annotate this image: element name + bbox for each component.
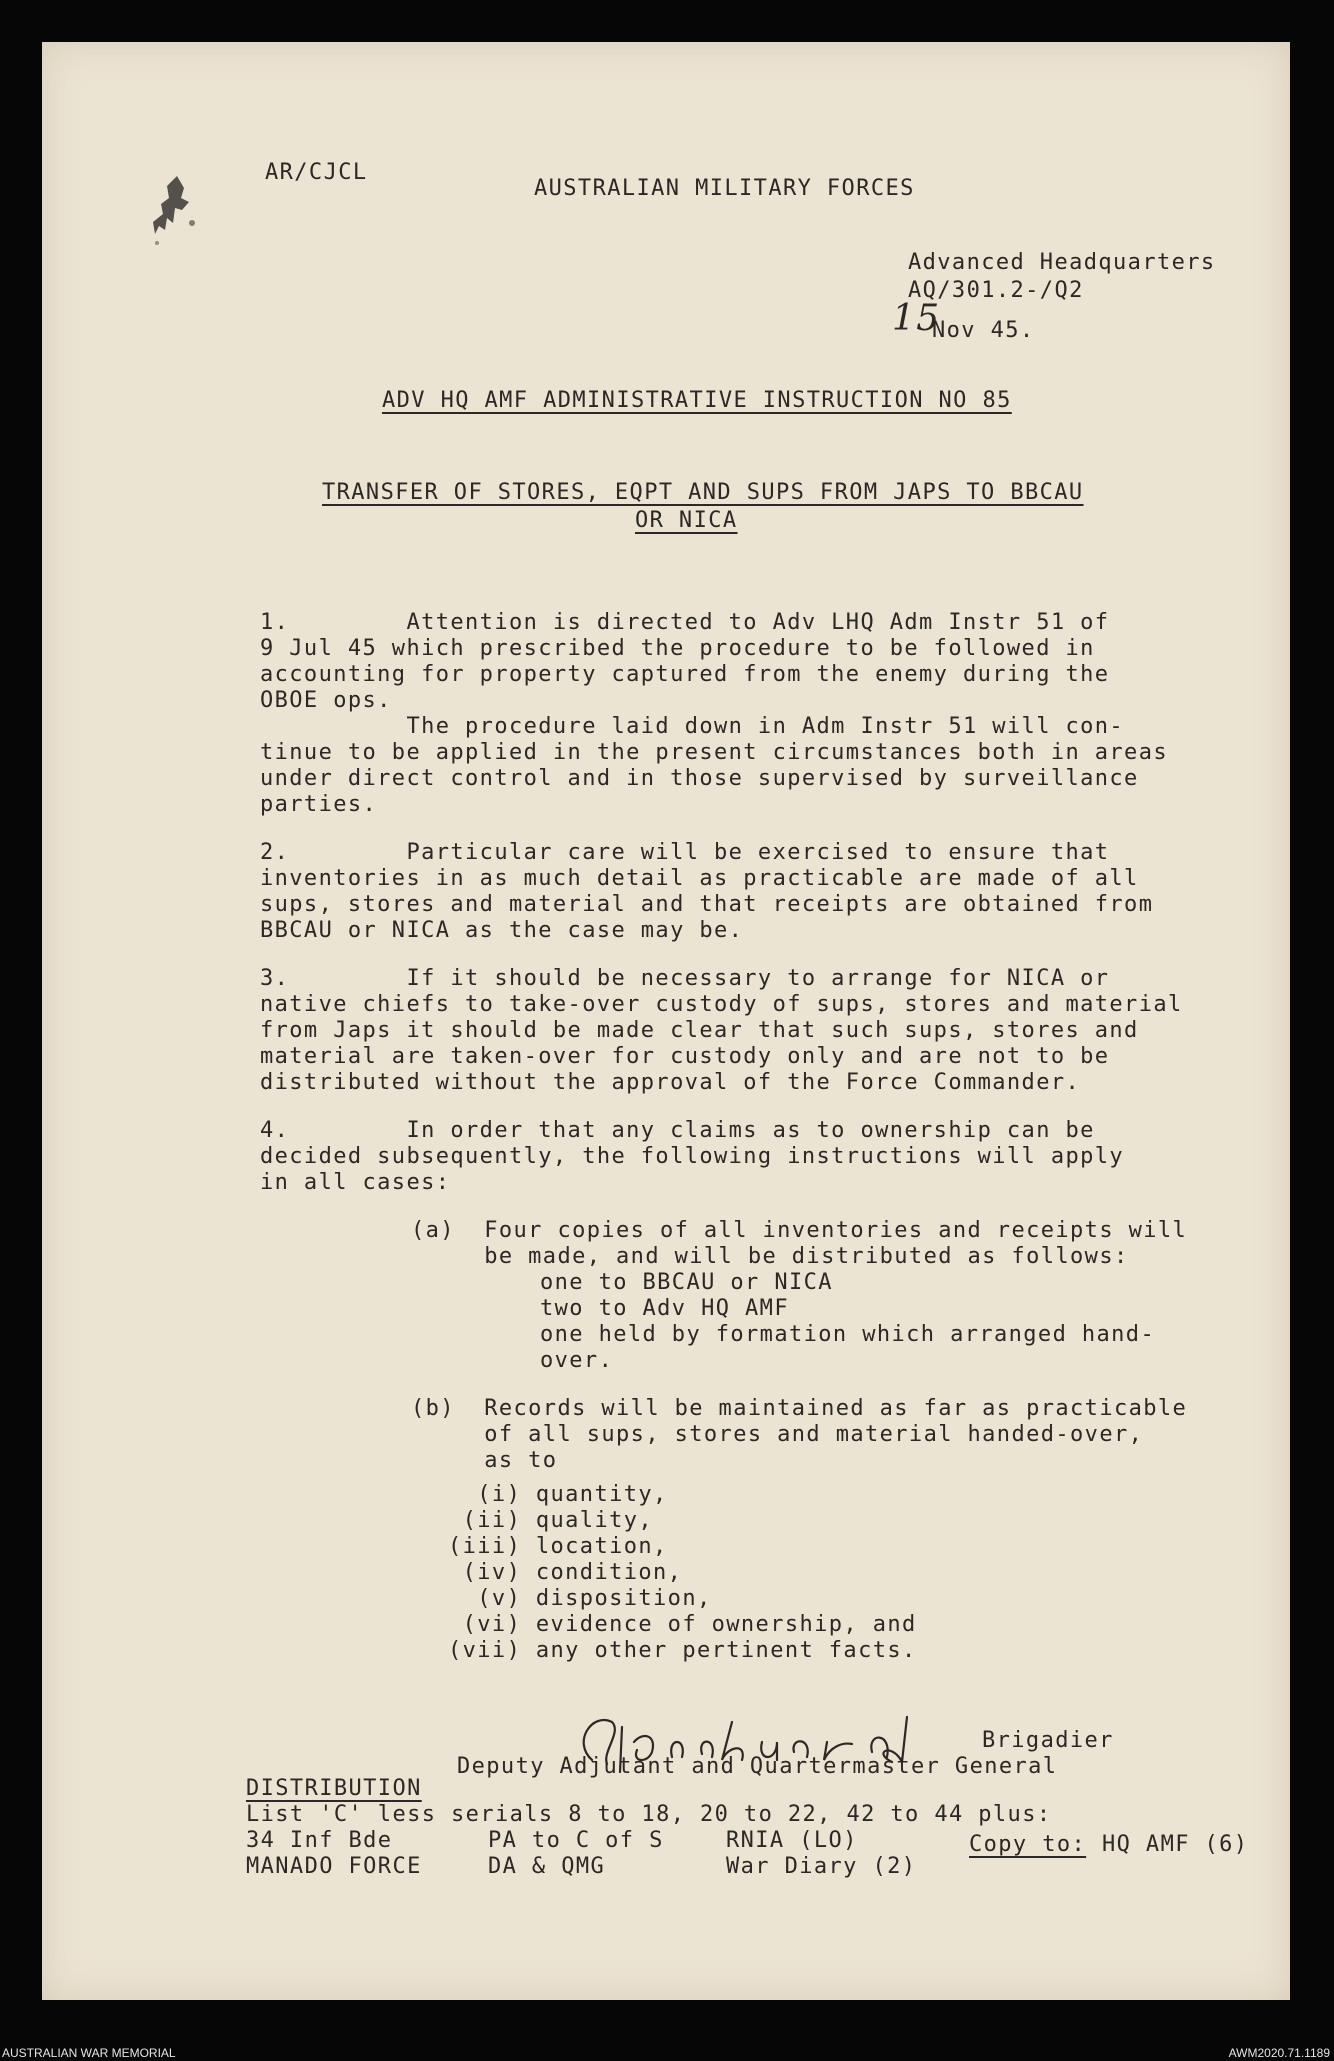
body-line: over. xyxy=(540,1348,614,1373)
body-line: two to Adv HQ AMF xyxy=(540,1296,789,1321)
body-line: (b) Records will be maintained as far as practicable xyxy=(411,1396,1188,1421)
footer-accession-number: AWM2020.71.1189 xyxy=(1228,2046,1330,2060)
body-line: under direct control and in those supervised by surveillance xyxy=(260,766,1139,791)
distribution-list: List 'C' less serials 8 to 18, 20 to 22, 42 to 44 plus: xyxy=(246,1802,1052,1827)
body-line: 9 Jul 45 which prescribed the procedure to be followed in xyxy=(260,636,1095,661)
list-item: (v) disposition, xyxy=(448,1586,712,1611)
distribution-entry: 34 Inf Bde xyxy=(246,1828,393,1853)
handwritten-date-day: 15 xyxy=(892,298,941,339)
body-line: from Japs it should be made clear that such sups, stores and xyxy=(260,1018,1139,1043)
signatory-rank: Brigadier xyxy=(982,1728,1114,1753)
body-line: material are taken-over for custody only and are not to be xyxy=(260,1044,1110,1069)
footer-institution: AUSTRALIAN WAR MEMORIAL xyxy=(2,2046,176,2060)
copy-to-value: HQ AMF (6) xyxy=(1102,1832,1249,1857)
distribution-entry: PA to C of S xyxy=(488,1828,664,1853)
body-line: sups, stores and material and that receipts are obtained from xyxy=(260,892,1154,917)
list-item: (vi) evidence of ownership, and xyxy=(448,1612,917,1637)
subject-line-2: OR NICA xyxy=(635,508,738,533)
body-line: one held by formation which arranged hand- xyxy=(540,1322,1156,1347)
reference-code: AR/CJCL xyxy=(265,160,368,185)
body-line: tinue to be applied in the present circumstances both in areas xyxy=(260,740,1168,765)
distribution-heading: DISTRIBUTION xyxy=(246,1776,422,1801)
list-item: (ii) quality, xyxy=(448,1508,654,1533)
distribution-entry: War Diary (2) xyxy=(726,1854,917,1879)
distribution-entry: RNIA (LO) xyxy=(726,1828,858,1853)
body-line: BBCAU or NICA as the case may be. xyxy=(260,918,744,943)
body-line: native chiefs to take-over custody of sups, stores and material xyxy=(260,992,1183,1017)
headquarters-name: Advanced Headquarters xyxy=(908,250,1216,275)
body-line: 3. If it should be necessary to arrange for NICA or xyxy=(260,966,1110,991)
body-line: parties. xyxy=(260,792,378,817)
body-line: as to xyxy=(411,1448,558,1473)
list-item: (iii) location, xyxy=(448,1534,668,1559)
body-line: accounting for property captured from the enemy during the xyxy=(260,662,1110,687)
signatory-title: Deputy Adjutant and Quartermaster General xyxy=(457,1754,1058,1779)
body-line: inventories in as much detail as practicable are made of all xyxy=(260,866,1139,891)
ink-blot-mark xyxy=(137,168,207,258)
body-line: 4. In order that any claims as to ownership can be xyxy=(260,1118,1095,1143)
distribution-entry: MANADO FORCE xyxy=(246,1854,422,1879)
body-line: 2. Particular care will be exercised to ensure that xyxy=(260,840,1110,865)
distribution-entry: DA & QMG xyxy=(488,1854,606,1879)
body-line: be made, and will be distributed as follows: xyxy=(411,1244,1129,1269)
body-line: OBOE ops. xyxy=(260,688,392,713)
instruction-title: ADV HQ AMF ADMINISTRATIVE INSTRUCTION NO 85 xyxy=(382,388,1012,413)
document-page xyxy=(42,42,1290,2000)
body-line: (a) Four copies of all inventories and receipts will xyxy=(411,1218,1188,1243)
list-item: (iv) condition, xyxy=(448,1560,683,1585)
body-line: decided subsequently, the following instructions will apply xyxy=(260,1144,1125,1169)
date-month-year: Nov 45. xyxy=(932,318,1035,343)
body-line: one to BBCAU or NICA xyxy=(540,1270,833,1295)
organization-heading: AUSTRALIAN MILITARY FORCES xyxy=(534,176,915,201)
body-line: 1. Attention is directed to Adv LHQ Adm Instr 51 of xyxy=(260,610,1110,635)
list-item: (vii) any other pertinent facts. xyxy=(448,1638,917,1663)
body-line: in all cases: xyxy=(260,1170,451,1195)
copy-to-label: Copy to: xyxy=(969,1832,1087,1857)
body-line: of all sups, stores and material handed-over, xyxy=(411,1422,1144,1447)
body-line: The procedure laid down in Adm Instr 51 will con- xyxy=(260,714,1125,739)
file-reference: AQ/301.2-/Q2 xyxy=(908,278,1084,303)
body-line: distributed without the approval of the Force Commander. xyxy=(260,1070,1081,1095)
list-item: (i) quantity, xyxy=(448,1482,668,1507)
subject-line-1: TRANSFER OF STORES, EQPT AND SUPS FROM JAPS TO BBCAU xyxy=(322,480,1084,505)
